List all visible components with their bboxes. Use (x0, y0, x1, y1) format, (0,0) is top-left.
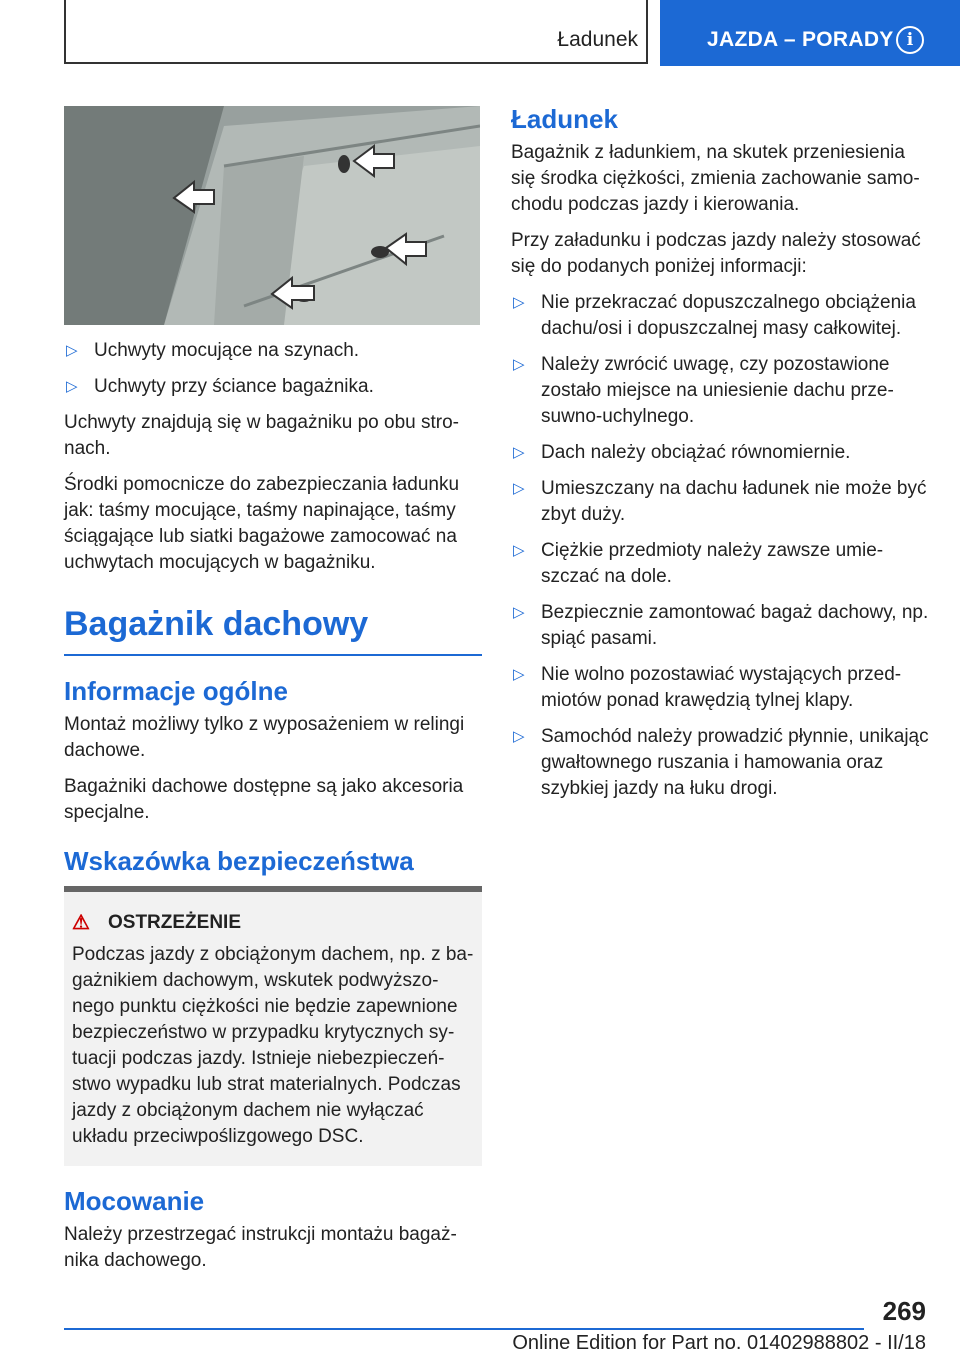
subsection-heading: Mocowanie (64, 1186, 205, 1216)
bullet-triangle-icon: ▷ (513, 294, 525, 311)
list-item: ▷ Należy zwrócić uwagę, czy pozostawione zostało miejsce na uniesienie dachu przesuwno-uchylnego. (513, 354, 894, 427)
warning-title: OSTRZEŻENIE (108, 912, 242, 933)
left-column (64, 338, 482, 1284)
paragraph: Należy przestrzegać instrukcji montażu bagażnika dachowego. (64, 1224, 457, 1271)
edition-note: Online Edition for Part no. 01402988802 - II/18 (512, 1332, 926, 1354)
list-item: ▷ Samochód należy prowadzić płynnie, unikając gwałtownego ruszania i hamowania oraz szybkiej jazdy na łuku drogi. (513, 726, 929, 799)
subsection-heading: Wskazówka bezpieczeństwa (64, 846, 414, 876)
page-number: 269 (882, 1296, 926, 1326)
warning-text: Podczas jazdy z obciążonym dachem, np. z bagażnikiem dachowym, wskutek podwyższonego punktu ciężkości nie będzie zapewnione bezpieczeństwo w przypadku krytycznych sytuacji podczas jazdy. Istnieje niebezpieczeństwo wypadku lub strat materialnych. Podczas jazdy z obciążonym dachem nie wyłączać układu przeciwpoślizgowego DSC. (72, 944, 474, 1147)
paragraph: Przy załadunku i podczas jazdy należy stosować się do podanych poniżej informacji: (511, 230, 921, 277)
bullet-triangle-icon: ▷ (513, 444, 525, 461)
trunk-illustration (64, 106, 480, 325)
bullet-triangle-icon: ▷ (66, 378, 78, 395)
section-heading: Bagażnik dachowy (64, 602, 482, 656)
header-chapter-tab[interactable] (660, 0, 960, 66)
info-icon[interactable]: i (896, 26, 924, 54)
bullet-triangle-icon: ▷ (513, 666, 525, 683)
list-item: ▷ Ciężkie przedmioty należy zawsze umieszczać na dole. (513, 540, 884, 587)
header-section-title: Ładunek (557, 28, 638, 51)
paragraph: Uchwyty znajdują się w bagażniku po obu stronach. (64, 412, 459, 459)
list-item: ▷ Dach należy obciążać równomiernie. (511, 440, 931, 466)
footer-divider (64, 1328, 864, 1330)
paragraph: Bagażnik z ładunkiem, na skutek przeniesienia się środka ciężkości, zmienia zachowanie samochodu podczas jazdy i kierowania. (511, 142, 920, 215)
paragraph: Bagażniki dachowe dostępne są jako akcesoria specjalne. (64, 776, 464, 823)
list-item: ▷ Umieszczany na dachu ładunek nie może być zbyt duży. (513, 478, 927, 525)
paragraph: Środki pomocnicze do zabezpieczania ładunku jak: taśmy mocujące, taśmy napinające, taśmy ściągające lub siatki bagażowe zamocować na uchwytach mocujących w bagażniku. (64, 474, 460, 573)
header-chapter-label: JAZDA – PORADY (707, 28, 894, 51)
trunk-photo (64, 106, 480, 325)
subsection-heading: Ładunek (511, 104, 618, 134)
subsection-heading: Informacje ogólne (64, 676, 288, 706)
list-item: ▷ Bezpiecznie zamontować bagaż dachowy, np. spiąć pasami. (513, 602, 929, 649)
bullet-triangle-icon: ▷ (513, 604, 525, 621)
paragraph: Montaż możliwy tylko z wyposażeniem w relingi dachowe. (64, 714, 465, 761)
bullet-triangle-icon: ▷ (513, 542, 525, 559)
list-item: ▷ Nie wolno pozostawiać wystających przedmiotów ponad krawędzią tylnej klapy. (513, 664, 902, 711)
right-column (511, 102, 931, 812)
bullet-triangle-icon: ▷ (66, 342, 78, 359)
warning-triangle-icon: ⚠ (72, 912, 90, 934)
warning-box (64, 886, 482, 1166)
list-item: ▷ Uchwyty mocujące na szynach. (64, 338, 482, 364)
bullet-triangle-icon: ▷ (513, 480, 525, 497)
list-item: ▷ Nie przekraczać dopuszczalnego obciążenia dachu/osi i dopuszczalnej masy całkowitej. (513, 292, 916, 339)
bullet-triangle-icon: ▷ (513, 728, 525, 745)
list-item: ▷ Uchwyty przy ściance bagażnika. (64, 374, 482, 400)
bullet-triangle-icon: ▷ (513, 356, 525, 373)
